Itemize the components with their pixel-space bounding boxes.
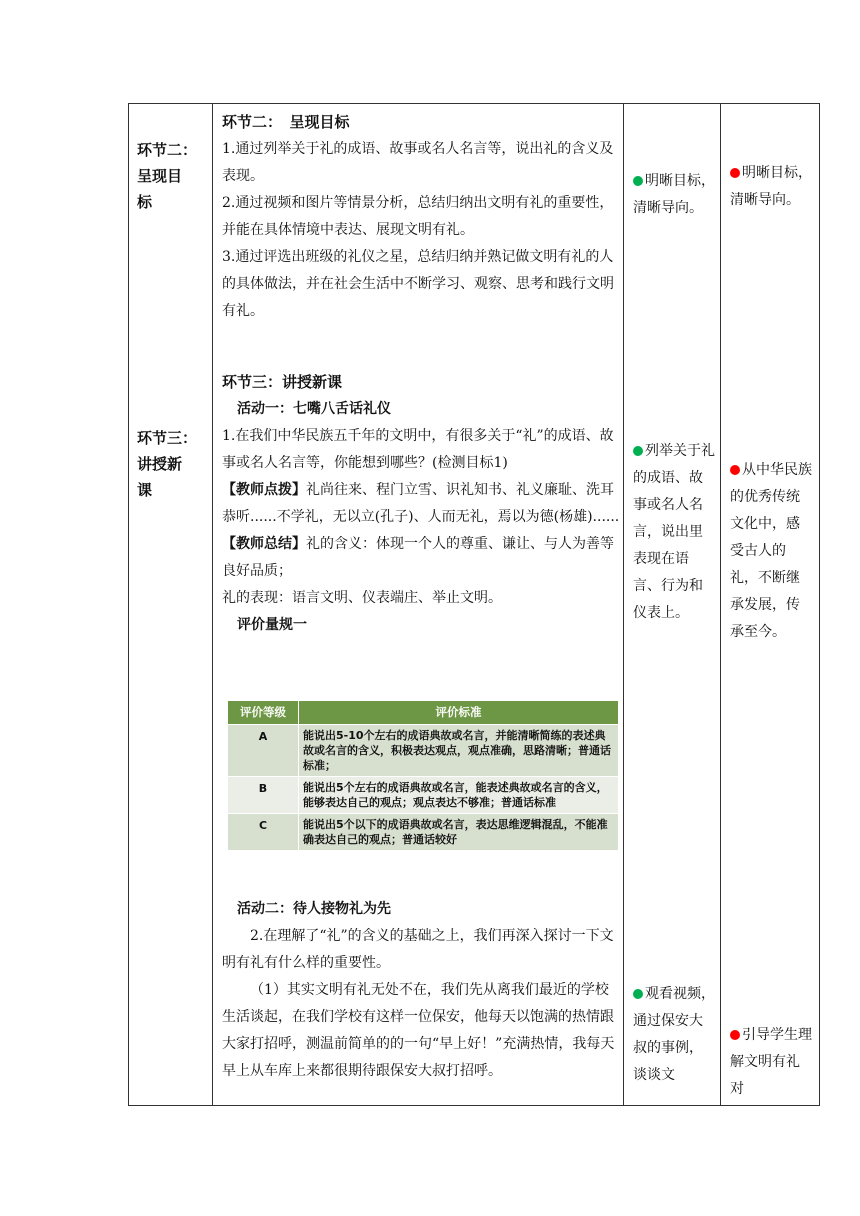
stage2-label: 环节二： 呈现目 标	[137, 141, 198, 211]
red-dot-icon	[730, 168, 740, 178]
activity2-paragraph-2: 2.在理解了“礼”的含义的基础之上，我们再深入探讨一下文明有礼有什么样的重要性。	[222, 928, 614, 971]
rubric-title: 评价量规一	[237, 617, 307, 633]
rubric-criteria: 能说出5个以下的成语典故或名言，表达思维逻辑混乱，不能准确表达自己的观点；普通话较好	[299, 814, 619, 851]
manners-expression: 礼的表现：语言文明、仪表端庄、举止文明。	[222, 590, 502, 606]
goal-1: 1.通过列举关于礼的成语、故事或名人名言等，说出礼的含义及表现。	[222, 141, 614, 184]
rubric-level: C	[228, 814, 299, 851]
intent-note-3: 引导学生理解文明有礼对	[730, 1027, 812, 1097]
student-note-2: 列举关于礼的成语、故事或名人名言，说出里表现在语言、行为和仪表上。	[633, 443, 715, 621]
green-dot-icon	[633, 989, 643, 999]
activity1-question: 1.在我们中华民族五千年的文明中，有很多关于“礼”的成语、故事或名人名言等，你能想到哪些？(检测目标1)	[222, 428, 614, 471]
stage-column	[129, 104, 213, 1106]
stage2-content	[222, 109, 622, 325]
green-dot-icon	[633, 176, 643, 186]
red-dot-icon	[730, 465, 740, 475]
rubric-header-criteria: 评价标准	[299, 701, 619, 725]
red-dot-icon	[730, 1030, 740, 1040]
rubric-table	[227, 700, 619, 851]
goal-2: 2.通过视频和图片等情景分析，总结归纳出文明有礼的重要性，并能在具体情境中表达、展现文明有礼。	[222, 195, 614, 238]
lesson-plan-table	[128, 103, 820, 1106]
student-activity-column	[624, 104, 721, 1106]
rubric-row	[228, 725, 619, 777]
activity2-paragraph-3: （1）其实文明有礼无处不在，我们先从离我们最近的学校生活谈起，在我们学校有这样一位保安，他每天以饱满的热情跟大家打招呼，测温前简单的的一句“早上好！”充满热情，我每天早上从车库上来都很期待跟保安大叔打招呼。	[222, 982, 615, 1079]
teacher-summary: 【教师总结】礼的含义：体现一个人的尊重、谦让、与人为善等良好品质；	[222, 536, 614, 579]
rubric-row	[228, 814, 619, 851]
student-note-3: 观看视频，通过保安大叔的事例，谈谈文	[633, 986, 715, 1083]
rubric-level: A	[228, 725, 299, 777]
rubric-level: B	[228, 777, 299, 814]
activity2-title: 活动二：待人接物礼为先	[237, 901, 391, 917]
green-dot-icon	[633, 446, 643, 456]
rubric-row	[228, 777, 619, 814]
content-column	[213, 104, 624, 1106]
intent-note-2: 从中华民族的优秀传统文化中，感受古人的礼，不断继承发展，传承至今。	[730, 462, 812, 640]
stage3-heading: 环节三：讲授新课	[222, 373, 343, 391]
rubric-header-level: 评价等级	[228, 701, 299, 725]
stage3-content	[222, 369, 622, 639]
goal-3: 3.通过评选出班级的礼仪之星，总结归纳并熟记做文明有礼的人的具体做法，并在社会生活中不断学习、观察、思考和践行文明有礼。	[222, 249, 614, 319]
stage2-heading: 环节二： 呈现目标	[222, 113, 350, 131]
activity2-content	[222, 896, 622, 1085]
rubric-criteria: 能说出5-10个左右的成语典故或名言，并能清晰简练的表述典故或名言的含义，积极表达观点，观点准确，思路清晰；普通话标准；	[299, 725, 619, 777]
teacher-tip: 【教师点拨】礼尚往来、程门立雪、识礼知书、礼义廉耻、洗耳恭听......不学礼，无以立(孔子)、人而无礼，焉以为德(杨雄)......	[222, 482, 620, 525]
activity1-title: 活动一：七嘴八舌话礼仪	[237, 401, 391, 417]
stage3-label: 环节三： 讲授新 课	[137, 429, 198, 499]
rubric-criteria: 能说出5个左右的成语典故或名言，能表述典故或名言的含义，能够表达自己的观点；观点表达不够准；普通话标准	[299, 777, 619, 814]
student-note-1: 明晰目标，清晰导向。	[633, 173, 715, 216]
intent-note-1: 明晰目标，清晰导向。	[730, 165, 812, 208]
design-intent-column	[721, 104, 820, 1106]
